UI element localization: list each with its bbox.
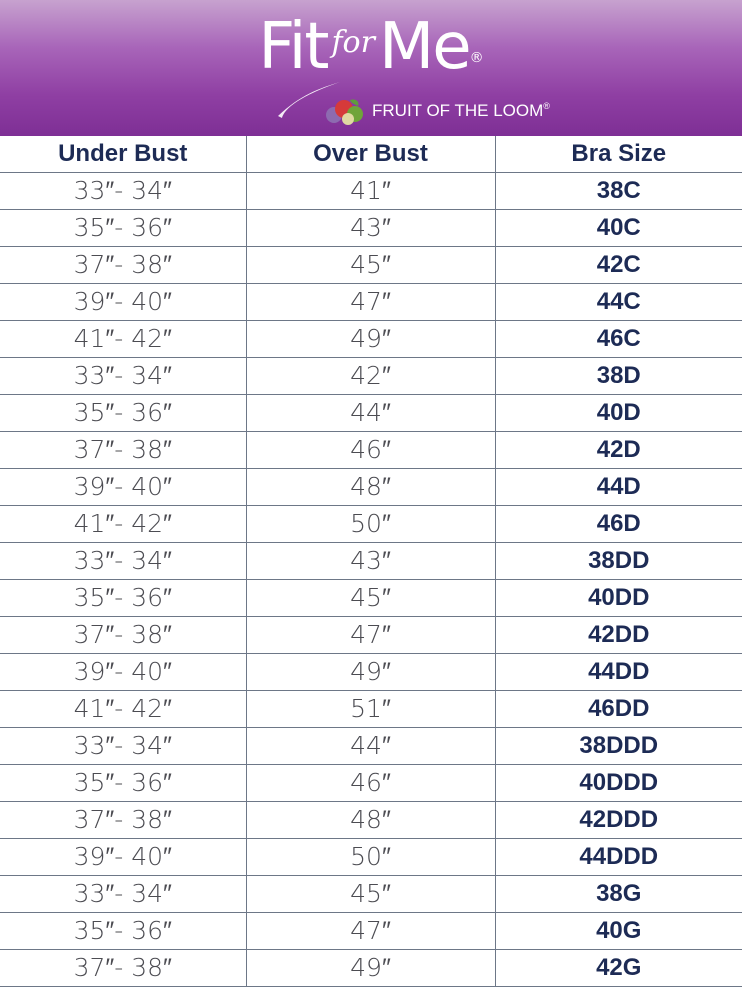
bra-size-cell: 46D [495, 506, 742, 543]
under-bust-cell: 39″- 40″ [0, 469, 246, 506]
header-over-bust: Over Bust [246, 136, 495, 173]
table-row [0, 469, 742, 506]
table-row [0, 506, 742, 543]
table-row [0, 913, 742, 950]
under-bust-cell: 35″- 36″ [0, 913, 246, 950]
under-bust-cell: 35″- 36″ [0, 765, 246, 802]
table-row [0, 210, 742, 247]
size-chart-table [0, 136, 742, 987]
header-bra-size: Bra Size [495, 136, 742, 173]
bra-size-cell: 42C [495, 247, 742, 284]
bra-size-cell: 40D [495, 395, 742, 432]
bra-size-cell: 46DD [495, 691, 742, 728]
over-bust-cell: 51″ [246, 691, 495, 728]
table-row [0, 543, 742, 580]
under-bust-cell: 35″- 36″ [0, 395, 246, 432]
over-bust-cell: 50″ [246, 839, 495, 876]
table-row [0, 950, 742, 987]
over-bust-cell: 47″ [246, 284, 495, 321]
bra-size-cell: 38D [495, 358, 742, 395]
bra-size-cell: 42DD [495, 617, 742, 654]
over-bust-cell: 46″ [246, 432, 495, 469]
bra-size-cell: 44C [495, 284, 742, 321]
table-row [0, 395, 742, 432]
under-bust-cell: 33″- 34″ [0, 876, 246, 913]
over-bust-cell: 45″ [246, 247, 495, 284]
under-bust-cell: 37″- 38″ [0, 247, 246, 284]
table-row [0, 765, 742, 802]
over-bust-cell: 41″ [246, 173, 495, 210]
under-bust-cell: 37″- 38″ [0, 802, 246, 839]
brand-fit: Fit [258, 10, 328, 84]
table-row [0, 802, 742, 839]
bra-size-cell: 38C [495, 173, 742, 210]
sub-brand-name: FRUIT OF THE LOOM [372, 101, 544, 120]
table-row [0, 173, 742, 210]
table-row [0, 691, 742, 728]
bra-size-cell: 40G [495, 913, 742, 950]
bra-size-cell: 44D [495, 469, 742, 506]
over-bust-cell: 47″ [246, 913, 495, 950]
under-bust-cell: 35″- 36″ [0, 580, 246, 617]
over-bust-cell: 43″ [246, 210, 495, 247]
table-row [0, 358, 742, 395]
bra-size-cell: 38G [495, 876, 742, 913]
bra-size-cell: 42G [495, 950, 742, 987]
under-bust-cell: 41″- 42″ [0, 691, 246, 728]
under-bust-cell: 33″- 34″ [0, 358, 246, 395]
table-row [0, 432, 742, 469]
brand-banner [0, 0, 742, 136]
table-row [0, 284, 742, 321]
bra-size-cell: 38DDD [495, 728, 742, 765]
bra-size-cell: 44DD [495, 654, 742, 691]
table-row [0, 839, 742, 876]
under-bust-cell: 41″- 42″ [0, 321, 246, 358]
table-row [0, 654, 742, 691]
table-row [0, 247, 742, 284]
over-bust-cell: 49″ [246, 654, 495, 691]
over-bust-cell: 46″ [246, 765, 495, 802]
registered-mark: ® [469, 50, 484, 66]
under-bust-cell: 39″- 40″ [0, 839, 246, 876]
under-bust-cell: 41″- 42″ [0, 506, 246, 543]
table-row [0, 876, 742, 913]
bra-size-cell: 44DDD [495, 839, 742, 876]
over-bust-cell: 49″ [246, 950, 495, 987]
under-bust-cell: 35″- 36″ [0, 210, 246, 247]
brand-for: for [331, 25, 375, 60]
bra-size-cell: 46C [495, 321, 742, 358]
under-bust-cell: 39″- 40″ [0, 284, 246, 321]
bra-size-cell: 42D [495, 432, 742, 469]
over-bust-cell: 49″ [246, 321, 495, 358]
table-row [0, 617, 742, 654]
over-bust-cell: 44″ [246, 728, 495, 765]
fruit-cluster-icon [324, 96, 368, 126]
bra-size-cell: 40DDD [495, 765, 742, 802]
table-body [0, 173, 742, 987]
over-bust-cell: 42″ [246, 358, 495, 395]
brand-logo-text [0, 4, 742, 107]
header-under-bust: Under Bust [0, 136, 246, 173]
over-bust-cell: 50″ [246, 506, 495, 543]
over-bust-cell: 47″ [246, 617, 495, 654]
under-bust-cell: 33″- 34″ [0, 728, 246, 765]
bra-size-cell: 40DD [495, 580, 742, 617]
under-bust-cell: 37″- 38″ [0, 617, 246, 654]
under-bust-cell: 33″- 34″ [0, 543, 246, 580]
under-bust-cell: 39″- 40″ [0, 654, 246, 691]
table-row [0, 580, 742, 617]
over-bust-cell: 48″ [246, 802, 495, 839]
over-bust-cell: 43″ [246, 543, 495, 580]
under-bust-cell: 37″- 38″ [0, 950, 246, 987]
sub-brand-registered: ® [543, 101, 550, 111]
under-bust-cell: 37″- 38″ [0, 432, 246, 469]
bra-size-cell: 38DD [495, 543, 742, 580]
over-bust-cell: 45″ [246, 580, 495, 617]
over-bust-cell: 45″ [246, 876, 495, 913]
table-row [0, 321, 742, 358]
table-header-row [0, 136, 742, 173]
table-row [0, 728, 742, 765]
over-bust-cell: 48″ [246, 469, 495, 506]
brand-me: Me [378, 10, 470, 84]
under-bust-cell: 33″- 34″ [0, 173, 246, 210]
bra-size-cell: 40C [495, 210, 742, 247]
over-bust-cell: 44″ [246, 395, 495, 432]
bra-size-cell: 42DDD [495, 802, 742, 839]
sub-brand-logo [324, 96, 550, 126]
